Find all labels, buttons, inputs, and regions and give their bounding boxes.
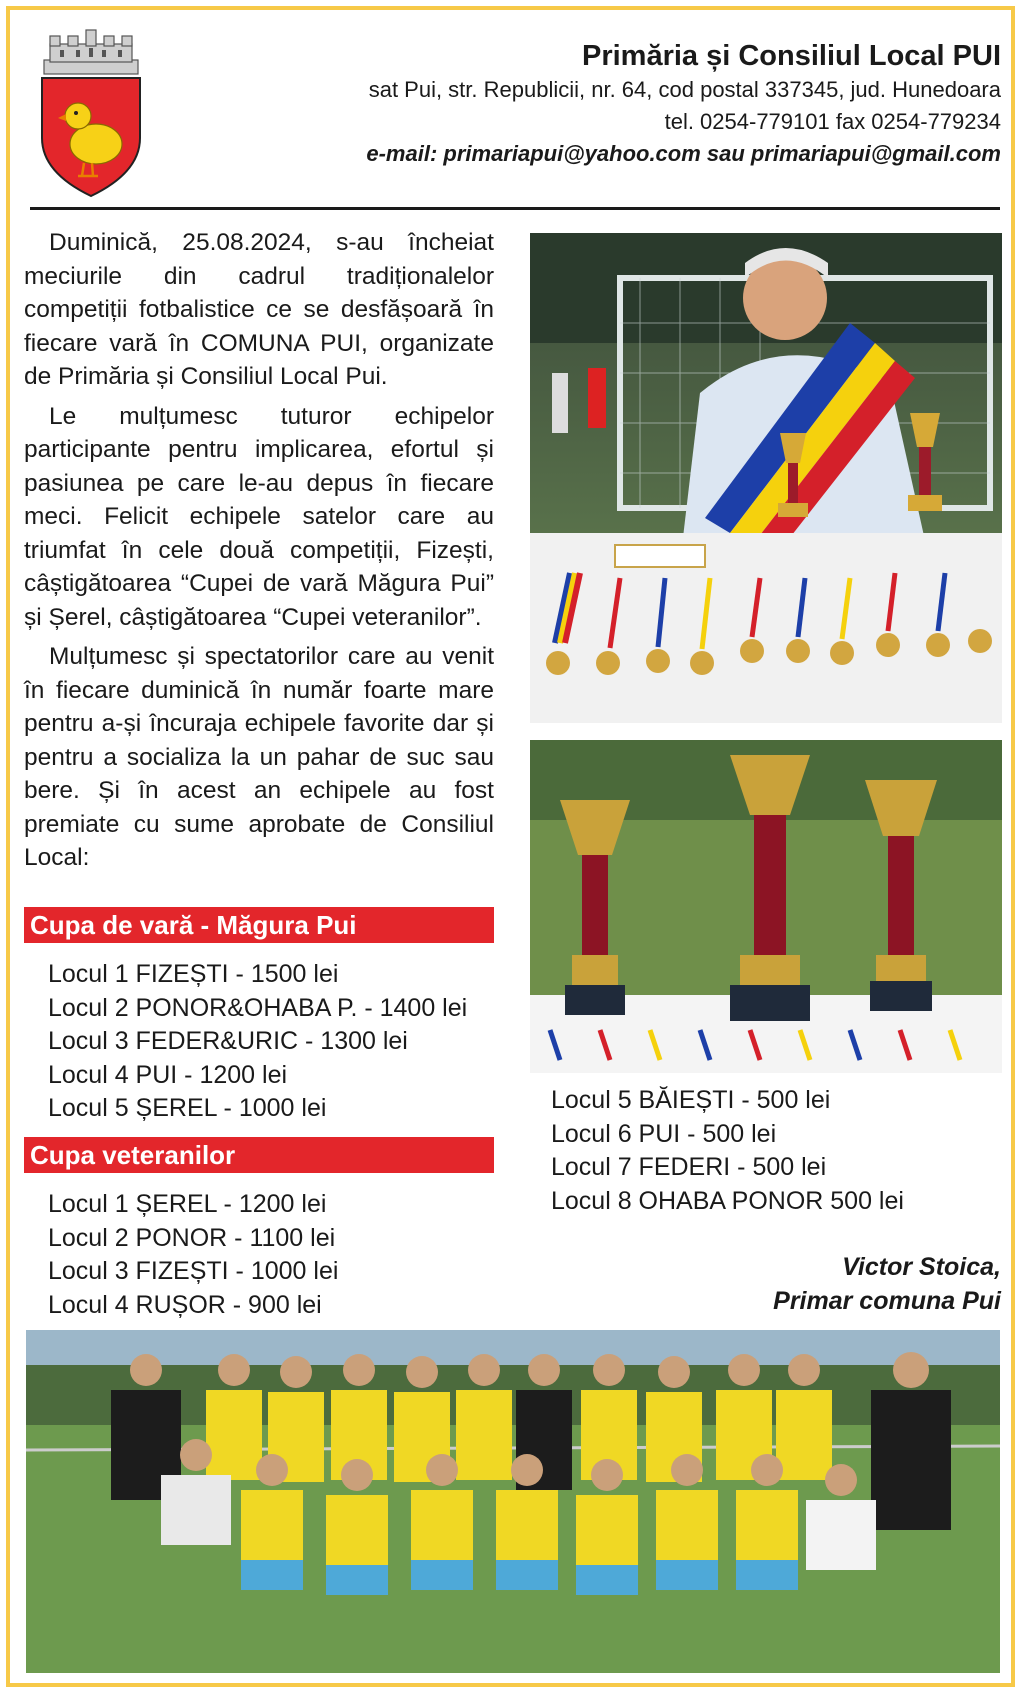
summer-cup-ranks-right <box>551 1084 904 1218</box>
list-item: Locul 2 PONOR&OHABA P. - 1400 lei <box>48 993 468 1022</box>
list-item: Locul 8 OHABA PONOR 500 lei <box>551 1186 904 1215</box>
list-item: Locul 2 PONOR - 1100 lei <box>48 1223 336 1252</box>
signature-role: Primar comuna Pui <box>773 1287 1001 1315</box>
list-item: Locul 4 PUI - 1200 lei <box>48 1060 288 1089</box>
phone-text: tel. 0254-779101 fax 0254-779234 <box>664 109 1001 134</box>
list-item: Locul 5 ȘEREL - 1000 lei <box>48 1094 327 1122</box>
article-paragraph-3: Mulțumesc și spectatorilor care au venit în fiecare duminică în număr foarte mare pentru a-și încuraja echipele favorite dar și pentru a socializa la un pahar de suc sau bere. Și în acest an echipele au fost premiate cu sume aprobate de Consiliul Local: <box>24 643 494 871</box>
list-item: Locul 1 FIZEȘTI - 1500 lei <box>48 960 339 988</box>
veterans-cup-ranks <box>48 1188 338 1322</box>
trophies-photo <box>530 740 1002 1073</box>
list-item: Locul 5 BĂIEȘTI - 500 lei <box>551 1086 831 1114</box>
email-text: e-mail: primariapui@yahoo.com sau primariapui@gmail.com <box>366 141 1001 166</box>
coat-of-arms-logo <box>36 26 146 200</box>
list-item: Locul 6 PUI - 500 lei <box>551 1119 777 1148</box>
article-paragraph-2: Le mulțumesc tuturor echipelor participante pentru implicarea, efortul și pasiunea pe care le-au depus în fiecare meci. Felicit echipele satelor care au triumfat în cele două competiții, Fizești, câștigătoarea “Cupei de vară Măgura Pui” și Șerel, câștigătoarea “Cupei veteranilor”. <box>24 402 494 631</box>
article-paragraph-1: Duminică, 25.08.2024, s-au încheiat meciurile din cadrul tradiționalelor competiții fotbalistice ce se desfășoară în fiecare vară în COMUNA PUI, organizate de Primăria și Consiliul Local Pui. <box>24 229 494 390</box>
mayor-trophies-photo <box>530 233 1002 723</box>
signature-block <box>773 1250 1001 1318</box>
section-heading-summer-cup: Cupa de vară - Măgura Pui <box>24 907 494 943</box>
address-text: sat Pui, str. Republicii, nr. 64, cod postal 337345, jud. Hunedoara <box>368 77 1001 102</box>
header-contact-block <box>366 38 1001 170</box>
article-body <box>24 226 494 881</box>
list-item: Locul 3 FIZEȘTI - 1000 lei <box>48 1257 339 1285</box>
list-item: Locul 3 FEDER&URIC - 1300 lei <box>48 1027 408 1055</box>
list-item: Locul 7 FEDERI - 500 lei <box>551 1153 827 1181</box>
page-title: Primăria și Consiliul Local PUI <box>581 40 1001 72</box>
list-item: Locul 4 RUȘOR - 900 lei <box>48 1290 322 1319</box>
signature-name: Victor Stoica, <box>842 1253 1001 1281</box>
team-group-photo <box>26 1330 1000 1673</box>
summer-cup-ranks-left <box>48 958 467 1126</box>
list-item: Locul 1 ȘEREL - 1200 lei <box>48 1190 327 1218</box>
section-heading-veterans-cup: Cupa veteranilor <box>24 1137 494 1173</box>
header-divider <box>30 207 1000 210</box>
